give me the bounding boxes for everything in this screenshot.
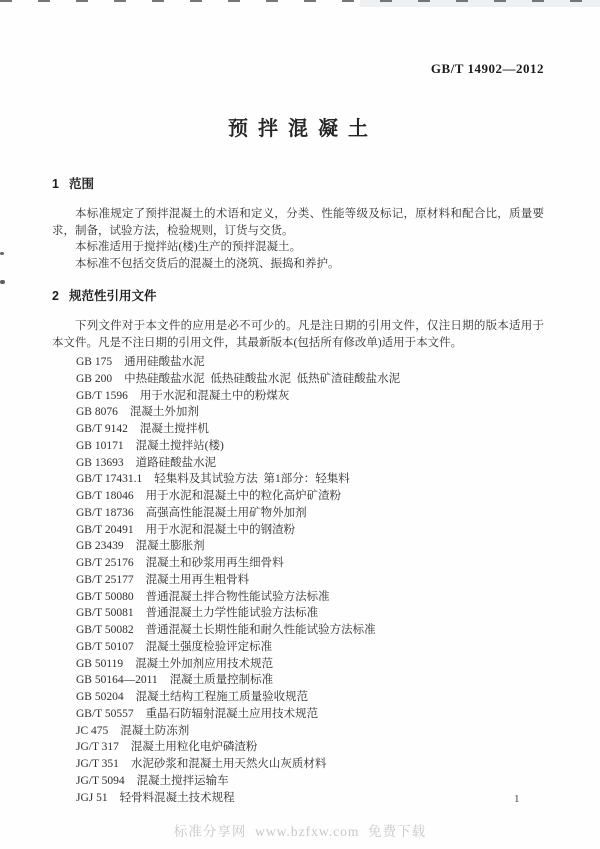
reference-row <box>76 756 544 773</box>
reference-title: 混凝土外加剂 <box>129 406 199 419</box>
section-title: 范围 <box>68 177 94 191</box>
reference-title: 用于水泥和混凝土中的粒化高炉矿渣粉 <box>145 490 342 503</box>
reference-row <box>76 538 544 555</box>
reference-title: 混凝土强度检验评定标准 <box>145 640 273 653</box>
section-heading-references <box>52 289 544 303</box>
reference-code: GB/T 20491 <box>76 523 134 536</box>
reference-title: 混凝土搅拌运输车 <box>136 774 229 787</box>
reference-title: 普通混凝土拌合物性能试验方法标准 <box>145 590 330 603</box>
reference-title: 混凝土外加剂应用技术规范 <box>135 657 274 670</box>
reference-row <box>76 438 544 455</box>
section-heading-scope <box>52 177 544 191</box>
reference-row <box>76 739 544 756</box>
reference-title: 混凝土和砂浆用再生细骨料 <box>145 557 284 570</box>
page-number: 1 <box>514 793 520 805</box>
reference-title: 轻骨料混凝土技术规程 <box>119 791 235 804</box>
reference-title: 普通混凝土力学性能试验方法标准 <box>145 607 319 620</box>
document-title: 预拌混凝土 <box>228 118 378 140</box>
reference-title: 混凝土防冻剂 <box>120 724 190 737</box>
reference-title: 混凝土质量控制标准 <box>169 674 274 687</box>
reference-row <box>76 522 544 539</box>
reference-title: 通用硅酸盐水泥 <box>124 356 205 369</box>
reference-code: GB/T 17431.1 <box>76 473 143 486</box>
reference-row <box>76 723 544 740</box>
reference-row <box>76 471 544 488</box>
reference-row <box>76 605 544 622</box>
reference-code: JG/T 317 <box>76 741 119 754</box>
reference-code: GB 10171 <box>76 439 124 452</box>
reference-row <box>76 421 544 438</box>
reference-code: GB/T 18736 <box>76 506 134 519</box>
page-content <box>52 62 544 806</box>
reference-code: GB/T 1596 <box>76 389 128 402</box>
reference-title: 混凝土结构工程施工质量验收规范 <box>135 691 309 704</box>
reference-code: GB/T 18046 <box>76 490 134 503</box>
reference-code: GB 50119 <box>76 657 124 670</box>
reference-row <box>76 455 544 472</box>
section-number: 1 <box>52 177 59 191</box>
reference-title: 水泥砂浆和混凝土用天然火山灰质材料 <box>130 758 327 771</box>
scan-artifact-speck <box>0 252 4 255</box>
reference-code: GB/T 50080 <box>76 590 134 603</box>
references-intro-block <box>52 318 544 351</box>
reference-row <box>76 790 544 807</box>
references-intro: 下列文件对于本文件的应用是必不可少的。凡是注日期的引用文件，仅注日期的版本适用于本文件。凡是不注日期的引用文件，其最新版本(包括所有修改单)适用于本文件。 <box>52 319 544 349</box>
reference-code: GB/T 50107 <box>76 640 134 653</box>
reference-row <box>76 505 544 522</box>
reference-code: GB 175 <box>76 356 113 369</box>
scope-paragraph: 本标准适用于搅拌站(楼)生产的预拌混凝土。 <box>75 241 302 254</box>
reference-code: JG/T 351 <box>76 758 119 771</box>
reference-code: GB 50204 <box>76 691 124 704</box>
reference-title: 用于水泥和混凝土中的钢渣粉 <box>145 523 296 536</box>
reference-row <box>76 555 544 572</box>
reference-code: GB 50164—2011 <box>76 674 158 687</box>
reference-code: GB/T 25176 <box>76 557 134 570</box>
reference-row <box>76 589 544 606</box>
reference-code: JC 475 <box>76 724 109 737</box>
reference-code: JGJ 51 <box>76 791 108 804</box>
reference-code: GB/T 25177 <box>76 573 134 586</box>
reference-title: 普通混凝土长期性能和耐久性能试验方法标准 <box>145 624 376 637</box>
reference-title: 混凝土膨胀剂 <box>135 540 205 553</box>
reference-row <box>76 404 544 421</box>
scan-artifact-top-dashes <box>0 0 600 2</box>
scope-paragraph: 本标准规定了预拌混凝土的术语和定义，分类、性能等级及标记，原材料和配合比，质量要求，制备，试验方法，检验规则，订货与交货。 <box>52 208 544 237</box>
reference-title: 混凝土搅拌机 <box>139 423 209 436</box>
reference-title: 用于水泥和混凝土中的粉煤灰 <box>139 389 290 402</box>
reference-row <box>76 773 544 790</box>
watermark-text: 标准分享网 www.bzfxw.com 免费下载 <box>173 824 427 839</box>
reference-row <box>76 706 544 723</box>
reference-code: JG/T 5094 <box>76 774 125 787</box>
reference-code: GB/T 9142 <box>76 423 128 436</box>
reference-title: 轻集料及其试验方法 第1部分：轻集料 <box>154 473 350 486</box>
reference-row <box>76 572 544 589</box>
reference-code: GB 200 <box>76 372 113 385</box>
reference-row <box>76 354 544 371</box>
references-list <box>52 354 544 806</box>
reference-row <box>76 656 544 673</box>
reference-code: GB/T 50082 <box>76 624 134 637</box>
reference-row <box>76 639 544 656</box>
reference-row <box>76 388 544 405</box>
reference-row <box>76 689 544 706</box>
standard-number: GB/T 14902—2012 <box>430 61 544 76</box>
reference-row <box>76 672 544 689</box>
reference-code: GB 23439 <box>76 540 124 553</box>
reference-code: GB/T 50081 <box>76 607 134 620</box>
scan-artifact-speck <box>0 280 5 284</box>
reference-code: GB/T 50557 <box>76 707 134 720</box>
reference-title: 道路硅酸盐水泥 <box>135 456 217 469</box>
section-title: 规范性引用文件 <box>68 288 157 303</box>
reference-code: GB 8076 <box>76 406 118 419</box>
reference-row <box>76 488 544 505</box>
scope-paragraph: 本标准不包括交货后的混凝土的浇筑、振捣和养护。 <box>75 258 340 271</box>
scope-paragraphs <box>52 206 544 273</box>
reference-title: 混凝土用再生粗骨料 <box>145 573 250 586</box>
reference-title: 重晶石防辐射混凝土应用技术规范 <box>145 707 319 720</box>
reference-title: 混凝土搅拌站(楼) <box>135 439 224 452</box>
reference-code: GB 13693 <box>76 456 124 469</box>
section-number: 2 <box>52 288 59 303</box>
reference-row <box>76 371 544 388</box>
reference-title: 混凝土用粒化电炉磷渣粉 <box>130 741 258 754</box>
reference-row <box>76 622 544 639</box>
reference-title: 中热硅酸盐水泥 低热硅酸盐水泥 低热矿渣硅酸盐水泥 <box>124 372 401 385</box>
reference-title: 高强高性能混凝土用矿物外加剂 <box>145 506 307 519</box>
